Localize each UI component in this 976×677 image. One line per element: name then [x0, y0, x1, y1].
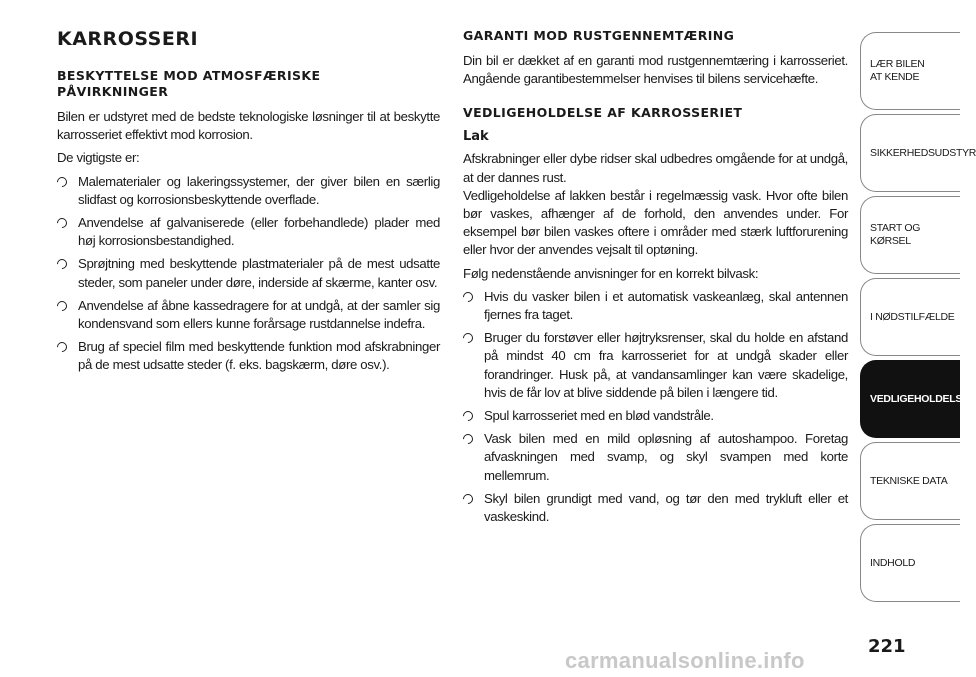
list-item [463, 288, 848, 324]
section-title-atmospheric [57, 68, 440, 100]
list-item-text: Brug af speciel film med beskyttende funktion mod afskrabninger på de mest udsatte steder (f. eks. bagskærm, døre osv.). [78, 339, 440, 373]
tab-start-and-driving[interactable] [860, 196, 960, 274]
list-item [57, 338, 440, 374]
list-item-text: Spul karrosseriet med en blød vandstråle. [484, 408, 714, 424]
maintenance-title: VEDLIGEHOLDELSE AF KARROSSERIET [463, 105, 743, 121]
tab-label-line1: LÆR BILEN [870, 58, 925, 70]
page-title: KARROSSERI [57, 28, 199, 50]
list-item [463, 329, 848, 402]
bullet-icon [461, 492, 475, 506]
tab-label: START OG KØRSEL [870, 222, 921, 247]
right-column [463, 28, 848, 536]
lead-paragraph: De vigtigste er: [57, 150, 140, 166]
tab-contents[interactable] [860, 524, 960, 602]
wash-lead-paragraph: Følg nedenstående anvisninger for en korrekt bilvask: [463, 265, 759, 281]
list-item [57, 214, 440, 250]
tab-know-the-car[interactable] [860, 32, 960, 110]
intro-paragraph: Bilen er udstyret med de bedste teknologiske løsninger til at beskytte karrosseriet effektivt mod korrosion. [57, 109, 440, 143]
bullet-icon [55, 175, 69, 189]
list-item [463, 407, 848, 425]
bullet-icon [461, 290, 475, 304]
list-item-text: Malematerialer og lakeringssystemer, der giver bilen en særlig slidfast og korrosionsbeskyttende overflade. [78, 173, 440, 207]
tab-label [870, 58, 925, 84]
watermark: carmanualsonline.info [565, 648, 805, 673]
list-item-text: Bruger du forstøver eller højtryksrenser, skal du holde en afstand på mindst 40 cm fra karrosseriet for at undgå skader eller forandringer. Husk på, at vandansamlinger kan være skadelige, hvis de får lov at blive siddende på bilen i længere tid. [484, 330, 848, 400]
protection-list [57, 173, 440, 375]
chapter-tabs [860, 32, 976, 606]
section-title-line1: BESKYTTELSE MOD ATMOSFÆRISKE [57, 68, 321, 83]
tab-label: I NØDSTILFÆLDE [870, 310, 955, 323]
bullet-icon [461, 432, 475, 446]
list-item-text: Vask bilen med en mild opløsning af autoshampoo. Foretag afvaskningen med svamp, og skyl svampen med korte mellemrum. [484, 431, 848, 483]
list-item [463, 490, 848, 526]
left-column [57, 28, 440, 385]
tab-label: VEDLIGEHOLDELSE [870, 392, 969, 405]
guarantee-paragraph: Din bil er dækket af en garanti mod rustgennemtæring i karrosseriet. Angående garantibestemmelser henvises til bilens servicehæfte. [463, 53, 848, 87]
list-item [463, 430, 848, 485]
tab-technical-data[interactable] [860, 442, 960, 520]
list-item-text: Sprøjtning med beskyttende plastmaterialer på de mest udsatte steder, som paneler under døre, inderside af skærme, kanter osv. [78, 256, 440, 290]
tab-maintenance[interactable] [860, 360, 969, 438]
list-item-text: Skyl bilen grundigt med vand, og tør den med trykluft eller et vaskeskind. [484, 490, 848, 525]
bullet-icon [461, 409, 475, 423]
list-item-text: Hvis du vasker bilen i et automatisk vaskeanlæg, skal antennen fjernes fra taget. [484, 288, 848, 323]
tab-label: TEKNISKE DATA [870, 474, 948, 487]
bullet-icon [55, 299, 69, 313]
list-item [57, 173, 440, 209]
section-title-line2: PÅVIRKNINGER [57, 84, 169, 99]
page-number: 221 [868, 636, 906, 657]
bullet-icon [461, 331, 475, 345]
paint-paragraph-1: Afskrabninger eller dybe ridser skal udbedres omgående for at undgå, at der dannes rust. [463, 151, 848, 185]
tab-safety-equipment[interactable] [860, 114, 976, 192]
tab-label: SIKKERHEDSUDSTYR [870, 146, 976, 159]
list-item [57, 255, 440, 291]
bullet-icon [55, 340, 69, 354]
list-item [57, 297, 440, 333]
list-item-text: Anvendelse af åbne kassedragere for at undgå, at der samler sig kondensvand som ellers kunne forårsage rustdannelse indefra. [78, 297, 440, 332]
wash-list [463, 288, 848, 526]
tab-label-line2: AT KENDE [870, 71, 920, 83]
tab-emergency[interactable] [860, 278, 960, 356]
bullet-icon [55, 216, 69, 230]
tab-label: INDHOLD [870, 556, 916, 569]
list-item-text: Anvendelse af galvaniserede (eller forbehandlede) plader med høj korrosionsbestandighed. [78, 215, 440, 249]
paint-paragraph-2: Vedligeholdelse af lakken består i regelmæssig vask. Hvor ofte bilen bør vaskes, afhænger af de forhold, den anvendes under. For eksempel bør bilen vaskes oftere i områder med stærk luftforurening eller hvor der anvendes vejsalt til optøning. [463, 187, 848, 258]
guarantee-title: GARANTI MOD RUSTGENNEMTÆRING [463, 28, 735, 43]
paint-title: Lak [463, 129, 489, 145]
bullet-icon [55, 257, 69, 271]
